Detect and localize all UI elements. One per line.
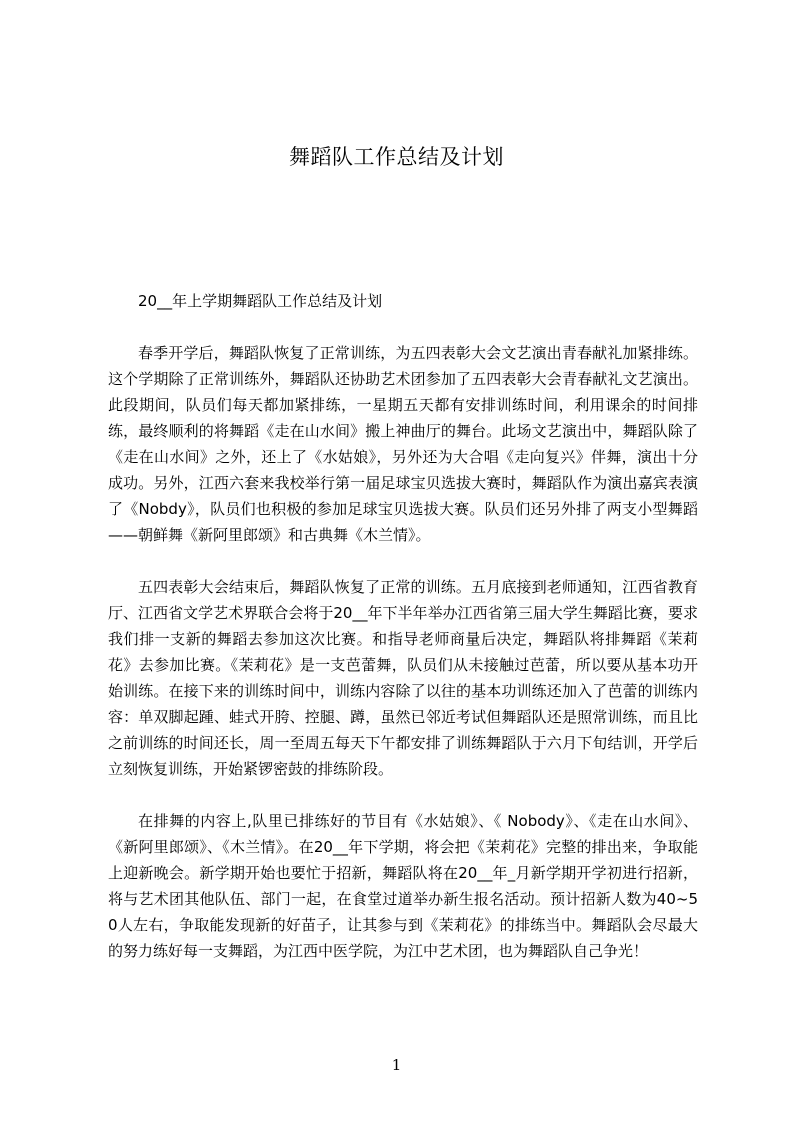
body-text bbox=[108, 340, 698, 964]
page-number: 1 bbox=[391, 1056, 402, 1074]
document-subtitle: 20__年上学期舞蹈队工作总结及计划 bbox=[138, 292, 383, 310]
paragraph-3: 在排舞的内容上,队里已排练好的节目有《水姑娘》、《 Nobody》、《走在山水间》、《新阿里郎颂》、《木兰情》。在20__年下学期，将会把《茉莉花》完整的排出来，争取能上迎新晚会。新学期开始也要忙于招新，舞蹈队将在20__年_月新学期开学初进行招新，将与艺术团其他队伍、部门一起，在食堂过道举办新生报名活动。预计招新人数为40~50人左右，争取能发现新的好苗子，让其参与到《茉莉花》的排练当中。舞蹈队会尽最大的努力练好每一支舞蹈，为江西中医学院，为江中艺术团，也为舞蹈队自己争光！ bbox=[108, 812, 698, 960]
paragraph-1: 春季开学后，舞蹈队恢复了正常训练，为五四表彰大会文艺演出青春献礼加紧排练。这个学期除了正常训练外，舞蹈队还协助艺术团参加了五四表彰大会青春献礼文艺演出。此段期间，队员们每天都加紧排练，一星期五天都有安排训练时间，利用课余的时间排练，最终顺利的将舞蹈《走在山水间》搬上神曲厅的舞台。此场文艺演出中，舞蹈队除了《走在山水间》之外，还上了《水姑娘》，另外还为大合唱《走向复兴》伴舞，演出十分成功。另外，江西六套来我校举行第一届足球宝贝选拔大赛时，舞蹈队作为演出嘉宾表演了《Nobdy》，队员们也积极的参加足球宝贝选拔大赛。队员们还另外排了两支小型舞蹈——朝鲜舞《新阿里郎颂》和古典舞《木兰情》。 bbox=[108, 344, 698, 544]
paragraph-2: 五四表彰大会结束后，舞蹈队恢复了正常的训练。五月底接到老师通知，江西省教育厅、江西省文学艺术界联合会将于20__年下半年举办江西省第三届大学生舞蹈比赛，要求我们排一支新的舞蹈去参加这次比赛。和指导老师商量后决定，舞蹈队将排舞蹈《茉莉花》去参加比赛。《茉莉花》是一支芭蕾舞，队员们从未接触过芭蕾，所以要从基本功开始训练。在接下来的训练时间中，训练内容除了以往的基本功训练还加入了芭蕾的训练内容：单双脚起踵、蛙式开胯、控腿、蹲，虽然已邻近考试但舞蹈队还是照常训练，而且比之前训练的时间还长，周一至周五每天下午都安排了训练舞蹈队于六月下旬结训，开学后立刻恢复训练，开始紧锣密鼓的排练阶段。 bbox=[108, 578, 698, 778]
page-title: 舞蹈队工作总结及计划 bbox=[289, 145, 504, 169]
